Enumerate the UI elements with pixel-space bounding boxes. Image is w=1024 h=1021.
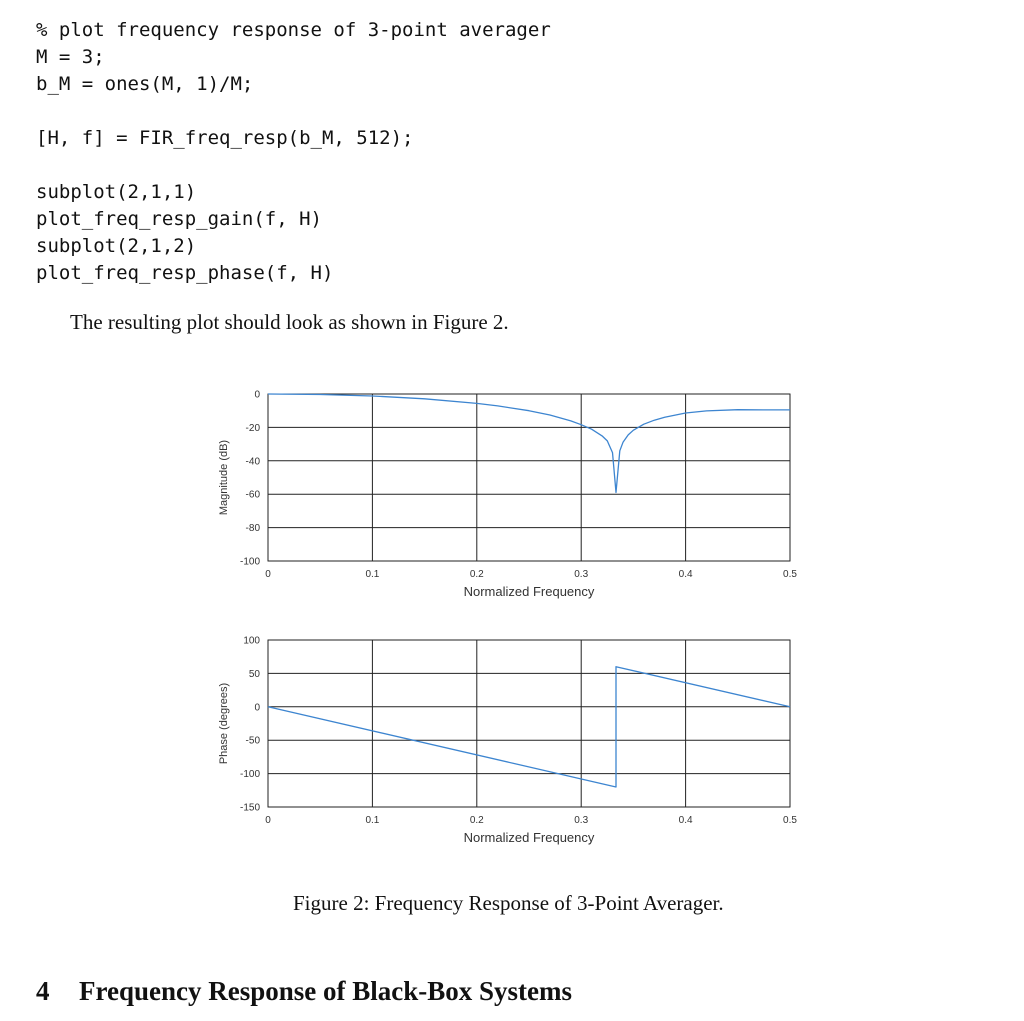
gain-y-tick-label: -100 [239,556,260,568]
phase-x-tick-label: 0.5 [783,815,797,826]
gain-y-tick-label: 0 [254,389,260,401]
section-title: Frequency Response of Black-Box Systems [79,976,573,1006]
phase-x-axis-label: Normalized Frequency [463,830,595,845]
gain-y-tick-label: -80 [245,523,260,535]
phase-x-tick-label: 0.3 [574,815,589,826]
code-line: plot_freq_resp_phase(f, H) [36,262,334,284]
phase-x-tick-label: 0 [265,815,271,826]
gain-x-tick-label: 0.4 [678,569,693,580]
gain-x-axis-label: Normalized Frequency [463,584,595,599]
gain-y-axis-label: Magnitude (dB) [218,439,230,516]
code-line: b_M = ones(M, 1)/M; [36,73,254,95]
phase-y-tick-label: -150 [239,802,260,814]
gain-subplot [218,390,797,600]
gain-x-tick-label: 0.1 [365,569,380,580]
code-line: subplot(2,1,1) [36,181,197,203]
body-paragraph: The resulting plot should look as shown in Figure 2. [70,310,509,334]
figure-caption: Figure 2: Frequency Response of 3-Point Averager. [293,891,724,915]
gain-x-tick-label: 0.3 [574,569,589,580]
code-line: [H, f] = FIR_freq_resp(b_M, 512); [36,127,414,149]
code-line: M = 3; [36,46,105,68]
section-heading [36,976,572,1007]
code-line: subplot(2,1,2) [36,235,197,257]
phase-x-tick-label: 0.1 [365,815,380,826]
code-line: plot_freq_resp_gain(f, H) [36,208,322,230]
section-number: 4 [36,976,50,1006]
phase-y-tick-label: -100 [239,769,260,781]
gain-x-tick-label: 0.5 [783,569,797,580]
phase-y-tick-label: -50 [245,735,260,747]
phase-y-tick-label: 100 [243,635,260,647]
gain-x-tick-label: 0 [265,569,271,580]
gain-y-tick-label: -20 [245,422,260,434]
code-line: % plot frequency response of 3-point averager [36,19,551,41]
phase-x-tick-label: 0.2 [469,815,484,826]
gain-y-tick-label: -40 [245,456,260,468]
phase-plot-frame [268,640,790,807]
phase-y-tick-label: 50 [248,668,260,680]
gain-plot-frame [268,394,790,561]
phase-subplot [218,636,797,846]
phase-x-tick-label: 0.4 [678,815,693,826]
gain-x-tick-label: 0.2 [469,569,484,580]
phase-y-tick-label: 0 [254,702,260,714]
gain-y-tick-label: -60 [245,489,260,501]
phase-y-axis-label: Phase (degrees) [218,682,230,765]
